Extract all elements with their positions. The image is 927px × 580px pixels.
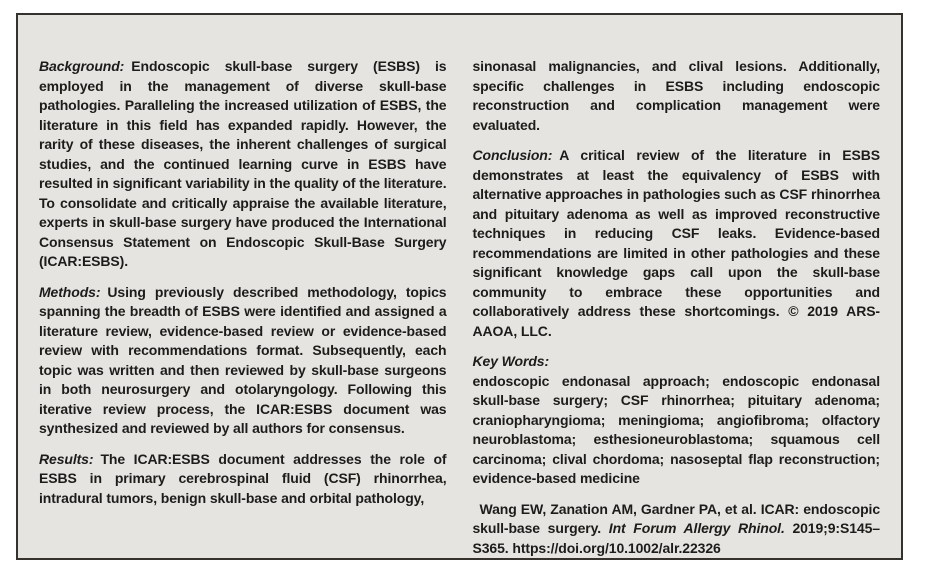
right-column [472, 57, 881, 556]
results-text-left: The ICAR:ESBS document addresses the role of ESBS in primary cerebrospinal fluid (CSF) rhinorrhea, intradural tumors, benign skull-base and orbital pathology, [39, 450, 447, 506]
background-text: Endoscopic skull-base surgery (ESBS) is employed in the management of diverse skull-base pathologies. Paralleling the increased utilization of ESBS, the literature in this field has expanded rapidly. However, the rarity of these diseases, the inherent challenges of surgical studies, and the continued learning curve in ESBS have resulted in significant variability in the quality of the literature. To consolidate and critically appraise the available literature, experts in skull-base surgery have produced the International Consensus Statement on Endoscopic Skull-Base Surgery (ICAR:ESBS). [39, 58, 447, 269]
conclusion-label: Conclusion: [472, 147, 553, 163]
citation [473, 500, 881, 559]
conclusion-text: A critical review of the literature in ESBS demonstrates at least the equivalency of ESBS with alternative approaches in pathologies such as CSF rhinorrhea and pituitary adenoma as well as improved reconstructive techniques in reducing CSF leaks. Evidence-based recommendations are limited in other pathologies and these significant knowledge gaps call upon the skull-base community to embrace these opportunities and collaboratively address these shortcomings. © 2019 ARS-AAOA, LLC. [472, 147, 880, 339]
results-continuation: sinonasal malignancies, and clival lesions. Additionally, specific challenges in ESBS including endoscopic reconstruction and complication management were evaluated. [472, 58, 880, 133]
keywords-label: Key Words: [472, 353, 550, 369]
keywords-section [473, 352, 881, 489]
left-column [39, 57, 447, 548]
abstract-panel [16, 13, 903, 560]
methods-text: Using previously described methodology, topics spanning the breadth of ESBS were identified and assigned a literature review, evidence-based review or evidence-based review with recommendations format. Subsequently, each topic was written and then reviewed by skull-base surgeons in both neurosurgery and otolaryngology. Following this iterative review process, the ICAR:ESBS document was synthesized and reviewed by all authors for consensus. [39, 283, 447, 436]
citation-journal: Int Forum Allergy Rhinol. [608, 520, 785, 536]
conclusion-paragraph [473, 146, 881, 341]
citation-authors: Wang EW, Zanation AM, Gardner PA, et al. ICAR: endoscopic skull-base surgery. [472, 500, 880, 536]
methods-label: Methods: [39, 283, 101, 300]
background-label: Background: [39, 58, 125, 74]
results-label: Results: [39, 450, 94, 467]
keywords-text: endoscopic endonasal approach; endoscopic endonasal skull-base surgery; CSF rhinorrhea; pituitary adenoma; craniopharyngioma; meningioma; angiofibroma; olfactory neuroblastoma; esthesioneuroblastoma; squamous cell carcinoma; clival chordoma; nasoseptal flap reconstruction; evidence-based medicine [472, 372, 880, 486]
background-paragraph [39, 57, 447, 272]
methods-paragraph [39, 283, 447, 439]
citation-ref: 2019;9:S145–S365. [472, 520, 880, 556]
results-paragraph [39, 450, 447, 509]
doi-url[interactable]: https://doi.org/10.1002/alr.22326 [512, 539, 721, 556]
